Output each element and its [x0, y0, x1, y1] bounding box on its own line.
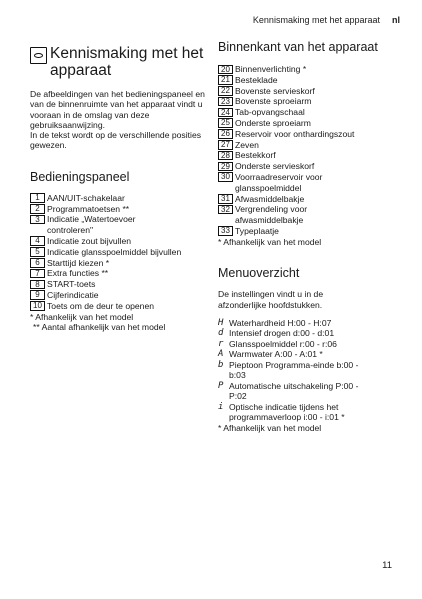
- menu-item-text: Automatische uitschakeling P:00 - P:02: [229, 380, 359, 402]
- list-item-text: Toets om de deur te openen: [47, 300, 155, 311]
- list-item-text: Indicatie glansspoelmiddel bijvullen: [47, 246, 182, 257]
- list-item-text: Zeven: [235, 139, 259, 150]
- display-symbol: P: [218, 380, 224, 391]
- list-item: [30, 301, 210, 312]
- position-number-box: 8: [30, 280, 45, 290]
- list-item-text: Onderste servieskorf: [235, 161, 315, 172]
- list-item-text: Tab-opvangschaal: [235, 107, 305, 118]
- list-item: [218, 64, 408, 75]
- left-column: [30, 45, 210, 333]
- control-panel-list: [30, 193, 210, 312]
- position-number-box: 10: [30, 301, 45, 311]
- display-symbol: d: [218, 328, 224, 339]
- list-item: [218, 161, 408, 172]
- language-code: nl: [392, 15, 400, 25]
- position-number-box: 6: [30, 258, 45, 268]
- menu-item: [218, 328, 408, 339]
- position-number-box: 7: [30, 269, 45, 279]
- list-item: [218, 129, 408, 140]
- list-item-text: Typeplaatje: [235, 225, 279, 236]
- position-number-box: 24: [218, 108, 233, 118]
- position-number-box: 1: [30, 193, 45, 203]
- menu-item: [218, 381, 408, 402]
- footnote: ** Aantal afhankelijk van het model: [33, 322, 166, 333]
- list-item-text: Bestekkorf: [235, 150, 276, 161]
- menu-item-text: Pieptoon Programma-einde b:00 - b:03: [229, 359, 359, 381]
- running-header: [253, 15, 400, 25]
- position-number-box: 32: [218, 205, 233, 215]
- display-symbol: H: [218, 317, 224, 328]
- list-item: [218, 107, 408, 118]
- list-item: [30, 268, 210, 279]
- list-item: [30, 193, 210, 204]
- list-item-text: Vergrendeling voor afwasmiddelbakje: [235, 204, 308, 226]
- list-item: [218, 204, 408, 226]
- position-number-box: 22: [218, 86, 233, 96]
- page-title: Kennismaking met het apparaat: [50, 45, 204, 79]
- list-item-text: Besteklade: [235, 74, 278, 85]
- list-item: [218, 194, 408, 205]
- right-column: [218, 40, 408, 433]
- list-item: [218, 172, 408, 194]
- intro-paragraph-2: In de tekst wordt op de verschillende posities gewezen.: [30, 130, 202, 151]
- menu-overview-heading: Menuoverzicht: [218, 266, 300, 281]
- page-number: 11: [382, 560, 392, 571]
- menu-intro: De instellingen vindt u in de afzonderlijke hoofdstukken.: [218, 289, 324, 310]
- list-item: [218, 86, 408, 97]
- menu-item: [218, 402, 408, 423]
- position-number-box: 9: [30, 290, 45, 300]
- menu-list: [218, 318, 408, 423]
- display-symbol: i: [218, 401, 224, 412]
- list-item: [30, 204, 210, 215]
- eye-icon: [30, 47, 47, 64]
- menu-item-text: Optische indicatie tijdens het programmaverloop i:00 - i:01 *: [229, 401, 345, 423]
- menu-item: [218, 339, 408, 350]
- position-number-box: 33: [218, 226, 233, 236]
- list-item: [218, 75, 408, 86]
- menu-item: [218, 318, 408, 329]
- list-item: [218, 96, 408, 107]
- display-symbol: r: [218, 338, 224, 349]
- position-number-box: 3: [30, 215, 45, 225]
- display-symbol: A: [218, 349, 224, 360]
- position-number-box: 27: [218, 140, 233, 150]
- list-item-text: START-toets: [47, 279, 96, 290]
- list-item: [30, 290, 210, 301]
- position-number-box: 31: [218, 194, 233, 204]
- interior-heading: Binnenkant van het apparaat: [218, 40, 378, 54]
- list-item-text: Binnenverlichting *: [235, 64, 307, 74]
- position-number-box: 4: [30, 236, 45, 246]
- footnote: * Afhankelijk van het model: [30, 311, 134, 322]
- list-item: [218, 140, 408, 151]
- menu-item-text: Waterhardheid H:00 - H:07: [229, 317, 332, 328]
- list-item: [30, 279, 210, 290]
- section-heading: [30, 45, 210, 79]
- menu-item-text: Intensief drogen d:00 - d:01: [229, 328, 335, 339]
- intro-paragraph: De afbeeldingen van het bedieningspaneel en van de binnenruimte van het apparaat vindt u vooraan in de omslag van deze gebruiksaanwijzing.: [30, 89, 205, 130]
- position-number-box: 26: [218, 129, 233, 139]
- list-item-text: Indicatie zout bijvullen: [47, 235, 132, 246]
- position-number-box: 29: [218, 162, 233, 172]
- position-number-box: 25: [218, 118, 233, 128]
- list-item-text: AAN/UIT-schakelaar: [47, 192, 125, 203]
- list-item-text: Cijferindicatie: [47, 289, 99, 300]
- list-item-text: Afwasmiddelbakje: [235, 193, 305, 204]
- position-number-box: 23: [218, 97, 233, 107]
- list-item-text: Bovenste servieskorf: [235, 85, 315, 96]
- list-item: [218, 118, 408, 129]
- control-panel-heading: Bedieningspaneel: [30, 169, 130, 184]
- position-number-box: 20: [218, 65, 233, 75]
- position-number-box: 30: [218, 172, 233, 182]
- list-item-text: Programmatoetsen **: [47, 203, 130, 214]
- list-item: [30, 214, 210, 236]
- interior-list: [218, 64, 408, 237]
- menu-item: [218, 360, 408, 381]
- position-number-box: 2: [30, 204, 45, 214]
- position-number-box: 5: [30, 247, 45, 257]
- list-item-text: Bovenste sproeiarm: [235, 96, 312, 107]
- list-item: [30, 258, 210, 269]
- display-symbol: b: [218, 359, 224, 370]
- list-item-text: Onderste sproeiarm: [235, 117, 311, 128]
- list-item: [30, 247, 210, 258]
- list-item-text: Voorraadreservoir voor glansspoelmiddel: [235, 171, 323, 193]
- position-number-box: 21: [218, 75, 233, 85]
- list-item: [218, 226, 408, 237]
- menu-item: [218, 349, 408, 360]
- list-item-text: Starttijd kiezen *: [47, 257, 110, 268]
- footnote: * Afhankelijk van het model: [218, 422, 322, 433]
- list-item-text: Extra functies **: [47, 268, 109, 279]
- list-item-text: Indicatie „Watertoevoer controleren": [47, 214, 136, 236]
- running-header-title: Kennismaking met het apparaat: [252, 15, 380, 25]
- menu-item-text: Glansspoelmiddel r:00 - r:06: [229, 338, 337, 349]
- footnote: * Afhankelijk van het model: [218, 236, 322, 247]
- menu-item-text: Warmwater A:00 - A:01 *: [229, 349, 323, 360]
- list-item: [30, 236, 210, 247]
- list-item-text: Reservoir voor onthardingszout: [235, 128, 355, 139]
- list-item: [218, 150, 408, 161]
- position-number-box: 28: [218, 151, 233, 161]
